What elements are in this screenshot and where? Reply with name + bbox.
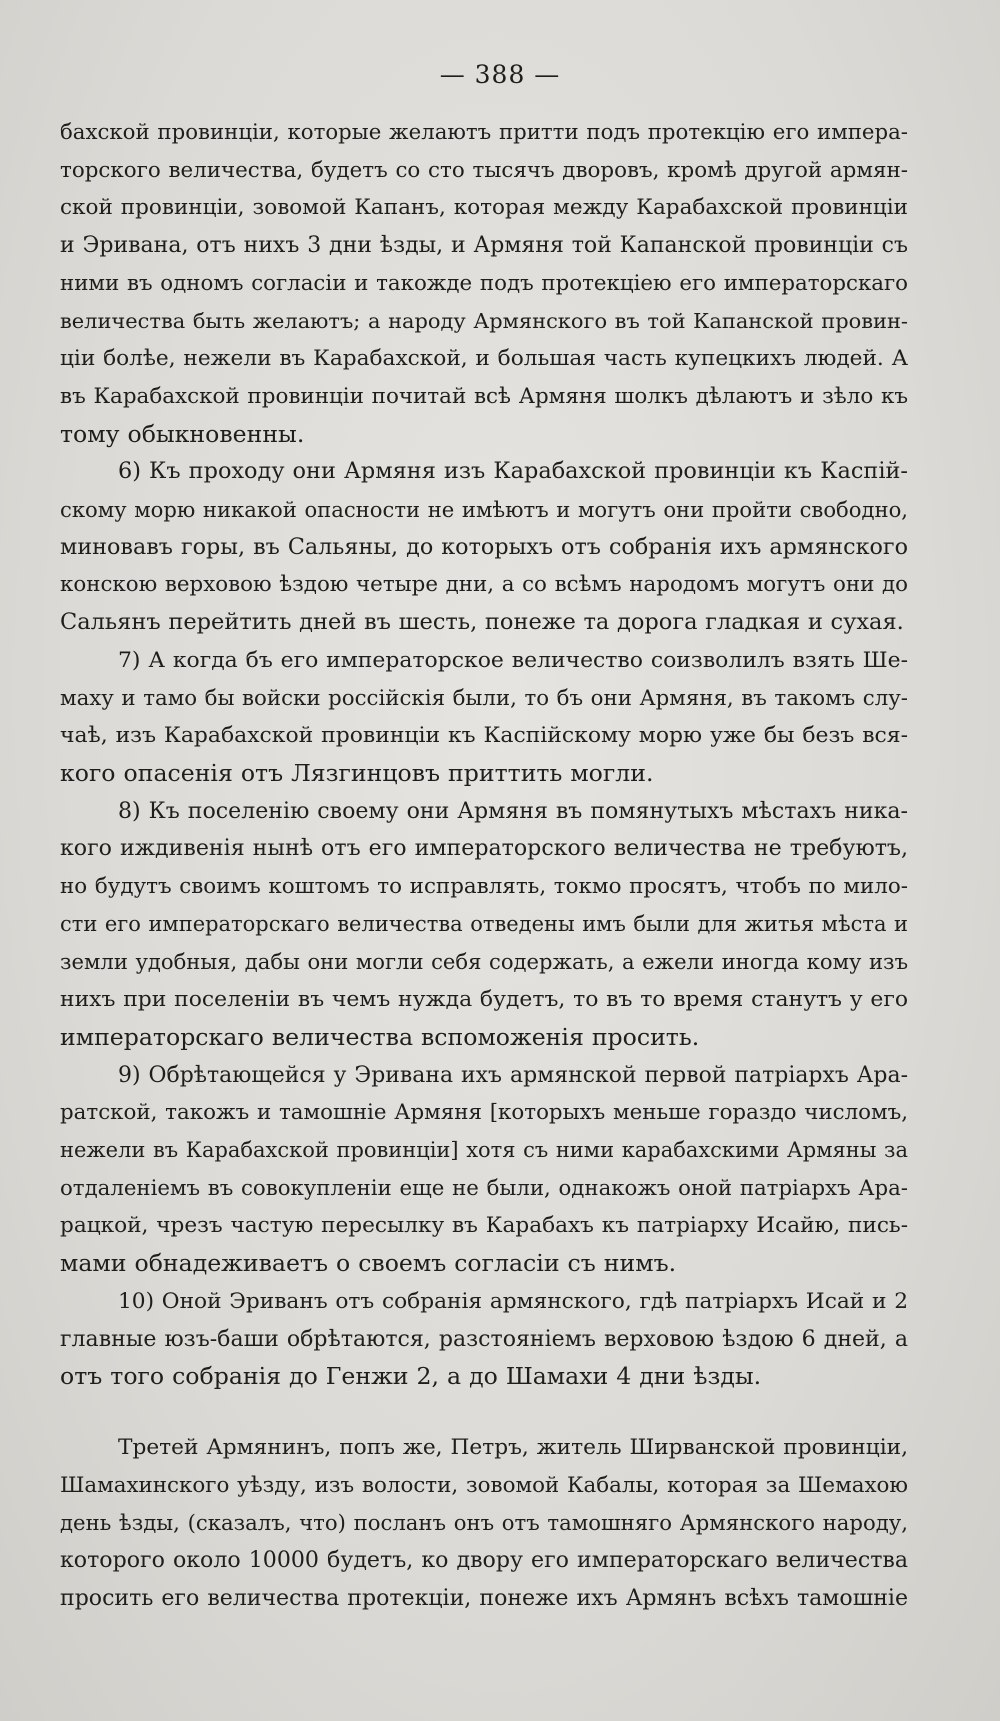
text-line: день ѣзды, (сказалъ, что) посланъ онъ отъ тамошняго Армянского народу,: [60, 1510, 908, 1536]
text-line: отъ того собранія до Генжи 2, а до Шамахи 4 дни ѣзды.: [60, 1362, 762, 1391]
text-line: которого около 10000 будетъ, ко двору его императорскаго величества: [60, 1547, 908, 1574]
text-line: ними въ одномъ согласіи и такожде подъ протекціею его императорскаго: [60, 270, 908, 296]
text-line: нихъ при поселеніи въ чемъ нужда будетъ, то въ то время станутъ у его: [60, 987, 908, 1013]
text-line: просить его величества протекціи, понеже ихъ Армянъ всѣхъ тамошніе: [60, 1585, 908, 1611]
text-line: отдаленіемъ въ совокупленіи еще не были, однакожъ оной патріархъ Ара-: [60, 1175, 908, 1201]
paragraph-9: [60, 1057, 908, 1283]
text-line: Третей Армянинъ, попъ же, Петръ, житель Ширванской провинціи,: [118, 1434, 908, 1460]
text-line: величества быть желаютъ; а народу Армянского въ той Капанской провин-: [60, 308, 908, 333]
text-line: кого иждивенія нынѣ отъ его императорского величества не требуютъ,: [60, 835, 908, 862]
text-line: 10) Оной Эриванъ отъ собранія армянского, гдѣ патріархъ Исай и 2: [118, 1288, 908, 1314]
text-line: маху и тамо бы войски россійскія были, то бъ они Армяня, въ такомъ слу-: [60, 685, 908, 711]
text-line: скому морю никакой опасности не имѣютъ и могутъ они пройти свободно,: [60, 497, 908, 523]
text-line: земли удобныя, дабы они могли себя содержать, а ежели иногда кому изъ: [60, 949, 908, 975]
text-line: рацкой, чрезъ частую пересылку въ Карабахъ къ патріарху Исайю, пись-: [60, 1213, 908, 1239]
text-line: нежели въ Карабахской провинціи] хотя съ ними карабахскими Армяны за: [60, 1137, 908, 1162]
text-line: чаѣ, изъ Карабахской провинціи къ Каспійскому морю уже бы безъ вся-: [60, 723, 908, 749]
text-line: торского величества, будетъ со сто тысячъ дворовъ, кромѣ другой армян-: [60, 157, 908, 183]
paragraph-8: [60, 793, 908, 1057]
text-body: [60, 114, 908, 1617]
page-number: — 388 —: [439, 60, 561, 89]
paragraph-6: [60, 453, 908, 642]
text-line: 7) А когда бъ его императорское величество соизволилъ взять Ше-: [118, 647, 908, 673]
text-line: 8) Къ поселенію своему они Армяня въ помянутыхъ мѣстахъ ника-: [118, 797, 908, 824]
text-line: ціи болѣе, нежели въ Карабахской, и большая часть купецкихъ людей. А: [60, 346, 908, 372]
text-line: 6) Къ проходу они Армяня изъ Карабахской провинціи къ Каспій-: [118, 458, 908, 485]
text-line: главные юзъ-баши обрѣтаются, разстояніемъ верховою ѣздою 6 дней, а: [60, 1326, 908, 1352]
text-line: Сальянъ перейтить дней въ шесть, понеже та дорога гладкая и сухая.: [60, 609, 904, 636]
paragraph-7: [60, 642, 908, 793]
text-line: и Эривана, отъ нихъ 3 дни ѣзды, и Армяня той Капанской провинціи съ: [60, 233, 908, 259]
text-line: мами обнадеживаетъ о своемъ согласіи съ нимъ.: [60, 1249, 677, 1278]
paragraph-third-armenian: [60, 1429, 908, 1618]
text-line: императорскаго величества вспоможенія просить.: [60, 1022, 700, 1051]
text-line: ской провинціи, зовомой Капанъ, которая между Карабахской провинціи: [60, 195, 908, 221]
text-line: ратской, такожъ и тамошніе Армяня [которыхъ меньше гораздо числомъ,: [60, 1100, 908, 1126]
text-line: 9) Обрѣтающейся у Эривана ихъ армянской первой патріархъ Ара-: [118, 1062, 908, 1088]
text-line: конскою верховою ѣздою четыре дни, а со всѣмъ народомъ могутъ они до: [60, 572, 908, 598]
text-line: но будутъ своимъ коштомъ то исправлять, токмо просятъ, чтобъ по мило-: [60, 874, 908, 900]
text-line: бахской провинціи, которые желаютъ притти подъ протекцію его импера-: [60, 120, 908, 145]
text-line: кого опасенія отъ Лязгинцовъ приттить могли.: [60, 758, 654, 787]
text-line: тому обыкновенны.: [60, 419, 305, 448]
paragraph-10: [60, 1283, 908, 1396]
text-line: сти его императорскаго величества отведены имъ были для житья мѣста и: [60, 911, 908, 936]
paragraph-gap: [60, 1396, 908, 1429]
text-line: миновавъ горы, въ Сальяны, до которыхъ отъ собранія ихъ армянского: [60, 533, 908, 560]
text-line: въ Карабахской провинціи почитай всѣ Армяня шолкъ дѣлаютъ и зѣло къ: [60, 383, 908, 409]
text-line: Шамахинского уѣзду, изъ волости, зовомой Кабалы, которая за Шемахою: [60, 1472, 908, 1498]
paragraph-continuation: [60, 114, 908, 453]
